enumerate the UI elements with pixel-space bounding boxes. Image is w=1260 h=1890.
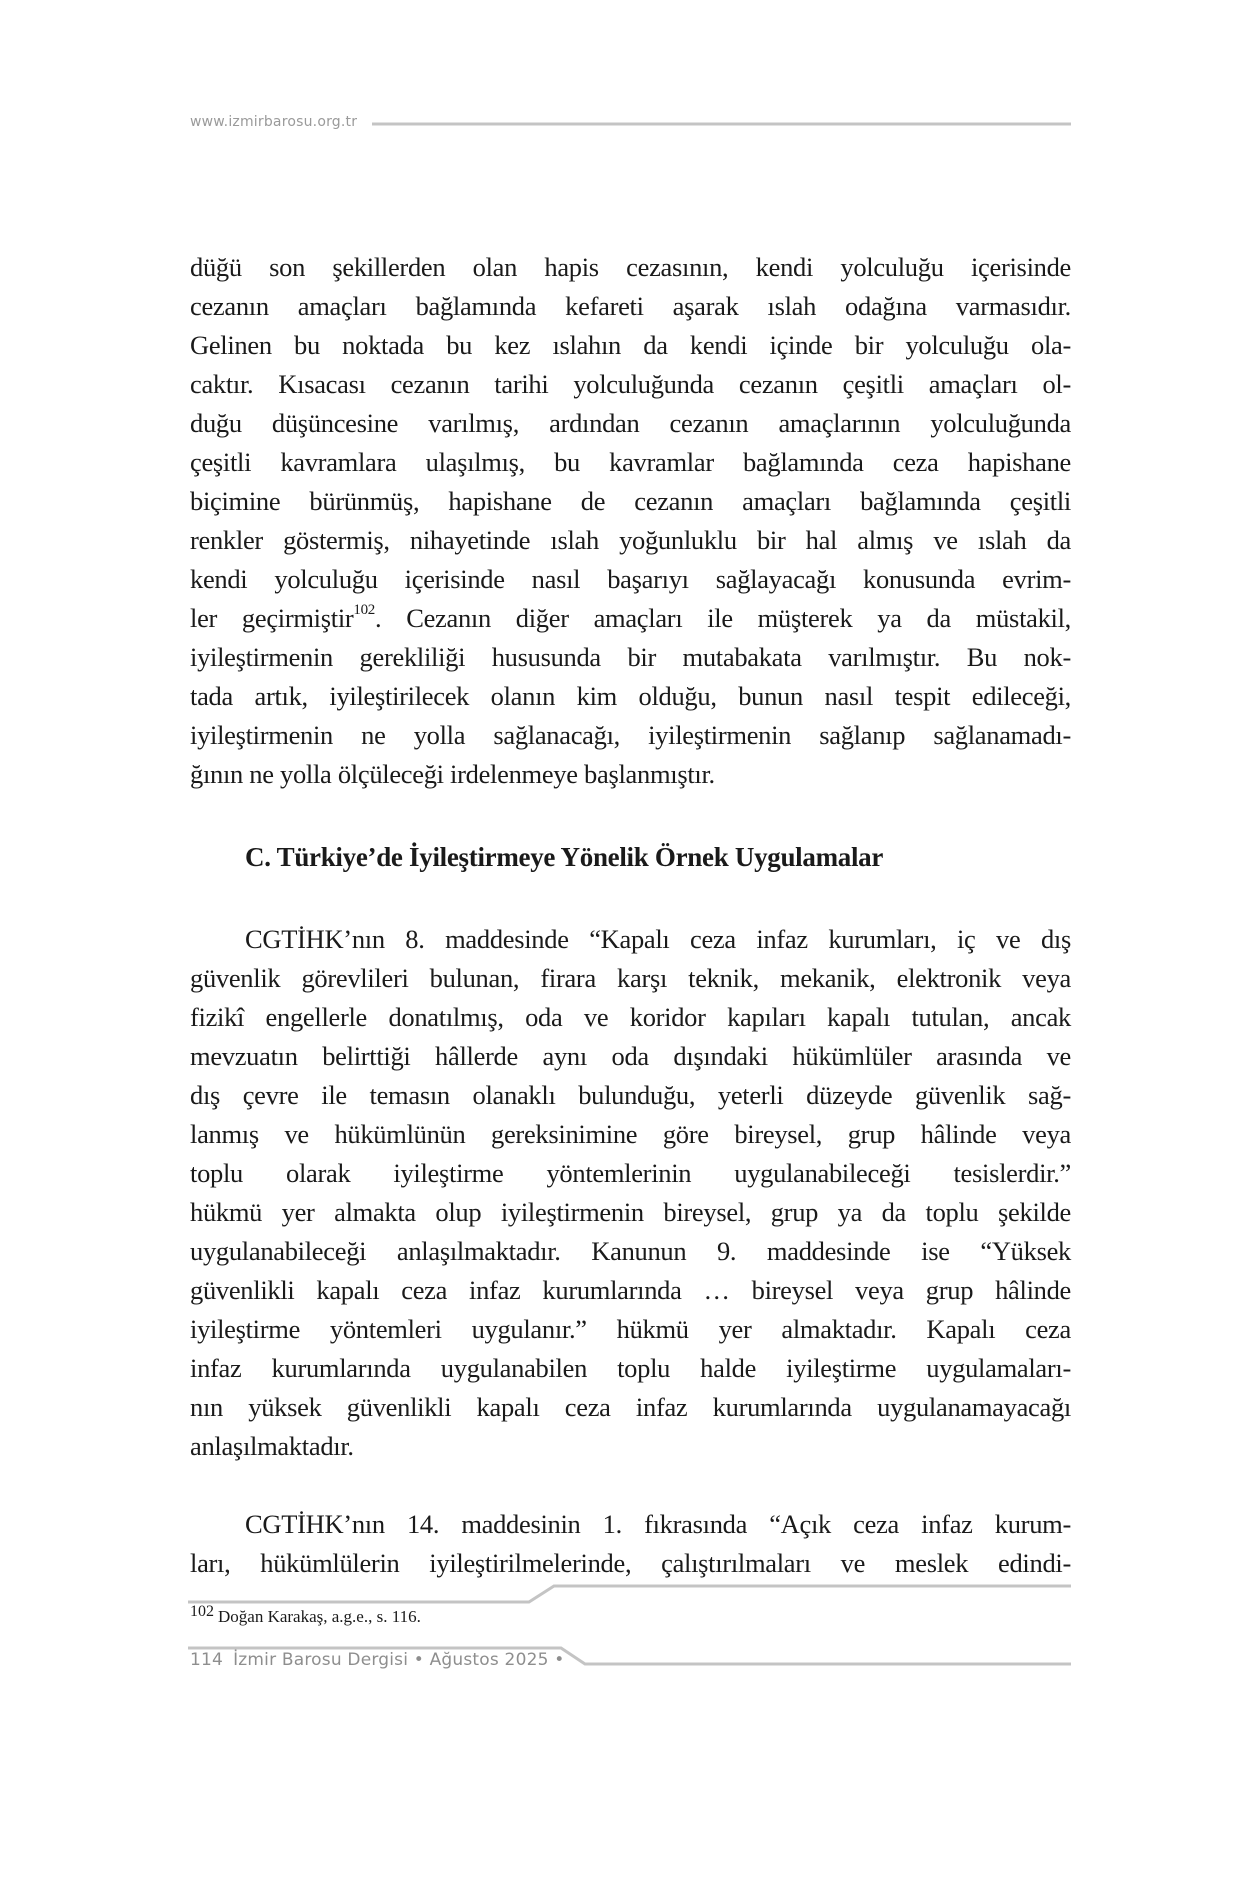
text-line: iyileştirme yöntemleri uygulanır.” hükmü yer almaktadır. Kapalı ceza <box>190 1314 1071 1344</box>
text-line: ğının ne yolla ölçüleceği irdelenmeye başlanmıştır. <box>190 759 715 789</box>
text-line: iyileştirmenin ne yolla sağlanacağı, iyileştirmenin sağlanıp sağlanamadı- <box>190 720 1071 750</box>
text-line: mevzuatın belirttiği hâllerde aynı oda dışındaki hükümlüler arasında ve <box>190 1041 1071 1071</box>
text-line: CGTİHK’nın 14. maddesinin 1. fıkrasında “Açık ceza infaz kurum- <box>245 1509 1071 1539</box>
text-line: CGTİHK’nın 8. maddesinde “Kapalı ceza infaz kurumları, iç ve dış <box>245 924 1071 954</box>
text-line: biçimine bürünmüş, hapishane de cezanın amaçları bağlamında çeşitli <box>190 486 1071 516</box>
journal-info: İzmir Barosu Dergisi • Ağustos 2025 • <box>233 1650 565 1670</box>
text-line: anlaşılmaktadır. <box>190 1431 354 1461</box>
text-line: uygulanabileceği anlaşılmaktadır. Kanunun 9. maddesinde ise “Yüksek <box>190 1236 1071 1266</box>
text-line-with-footnote <box>190 599 1071 638</box>
footnote-number: 102 <box>190 1603 214 1620</box>
text-line: fizikî engellerle donatılmış, oda ve koridor kapıları kapalı tutulan, ancak <box>190 1002 1071 1032</box>
text-line: nın yüksek güvenlikli kapalı ceza infaz kurumlarında uygulanamayacağı <box>190 1392 1071 1422</box>
section-heading: C. Türkiye’de İyileştirmeye Yönelik Örnek Uygulamalar <box>245 842 884 872</box>
text-fragment: ler geçirmiştir <box>190 603 354 633</box>
text-line: lanmış ve hükümlünün gereksinimine göre bireysel, grup hâlinde veya <box>190 1119 1071 1149</box>
text-line: cezanın amaçları bağlamında kefareti aşarak ıslah odağına varmasıdır. <box>190 291 1071 321</box>
text-line: hükmü yer almakta olup iyileştirmenin bireysel, grup ya da toplu şekilde <box>190 1197 1071 1227</box>
text-line: güvenlikli kapalı ceza infaz kurumlarında … bireysel veya grup hâlinde <box>190 1275 1071 1305</box>
text-line: Gelinen bu noktada bu kez ıslahın da kendi içinde bir yolculuğu ola- <box>190 330 1071 360</box>
text-line: caktır. Kısacası cezanın tarihi yolculuğunda cezanın çeşitli amaçları ol- <box>190 369 1071 399</box>
text-line: çeşitli kavramlara ulaşılmış, bu kavramlar bağlamında ceza hapishane <box>190 447 1071 477</box>
text-line: duğu düşüncesine varılmış, ardından cezanın amaçlarının yolculuğunda <box>190 408 1071 438</box>
text-line: infaz kurumlarında uygulanabilen toplu halde iyileştirme uygulamaları- <box>190 1353 1071 1383</box>
footnote-reference[interactable]: 102 <box>353 602 376 618</box>
page-footer <box>190 1650 574 1670</box>
text-line: iyileştirmenin gerekliliği hususunda bir mutabakata varılmıştır. Bu nok- <box>190 642 1071 672</box>
text-line: renkler göstermiş, nihayetinde ıslah yoğunluklu bir hal almış ve ıslah da <box>190 525 1071 555</box>
text-fragment: . Cezanın diğer amaçları ile müşterek ya da müstakil, <box>375 603 1071 633</box>
footnote-text: Doğan Karakaş, a.g.e., s. 116. <box>218 1607 421 1626</box>
text-line: tada artık, iyileştirilecek olanın kim olduğu, bunun nasıl tespit edileceği, <box>190 681 1071 711</box>
text-line: toplu olarak iyileştirme yöntemlerinin uygulanabileceği tesislerdir.” <box>190 1158 1071 1188</box>
text-line: dış çevre ile temasın olanaklı bulunduğu, yeterli düzeyde güvenlik sağ- <box>190 1080 1071 1110</box>
text-line: ları, hükümlülerin iyileştirilmelerinde, çalıştırılmaları ve meslek edindi- <box>190 1548 1071 1578</box>
footnote-separator <box>188 1586 1071 1602</box>
header-website: www.izmirbarosu.org.tr <box>190 114 358 130</box>
footnote <box>190 1603 421 1627</box>
text-line: güvenlik görevlileri bulunan, firara karşı teknik, mekanik, elektronik veya <box>190 963 1071 993</box>
text-line: kendi yolculuğu içerisinde nasıl başarıyı sağlayacağı konusunda evrim- <box>190 564 1071 594</box>
text-line: düğü son şekillerden olan hapis cezasının, kendi yolculuğu içerisinde <box>190 252 1071 282</box>
page-number: 114 <box>190 1650 224 1670</box>
